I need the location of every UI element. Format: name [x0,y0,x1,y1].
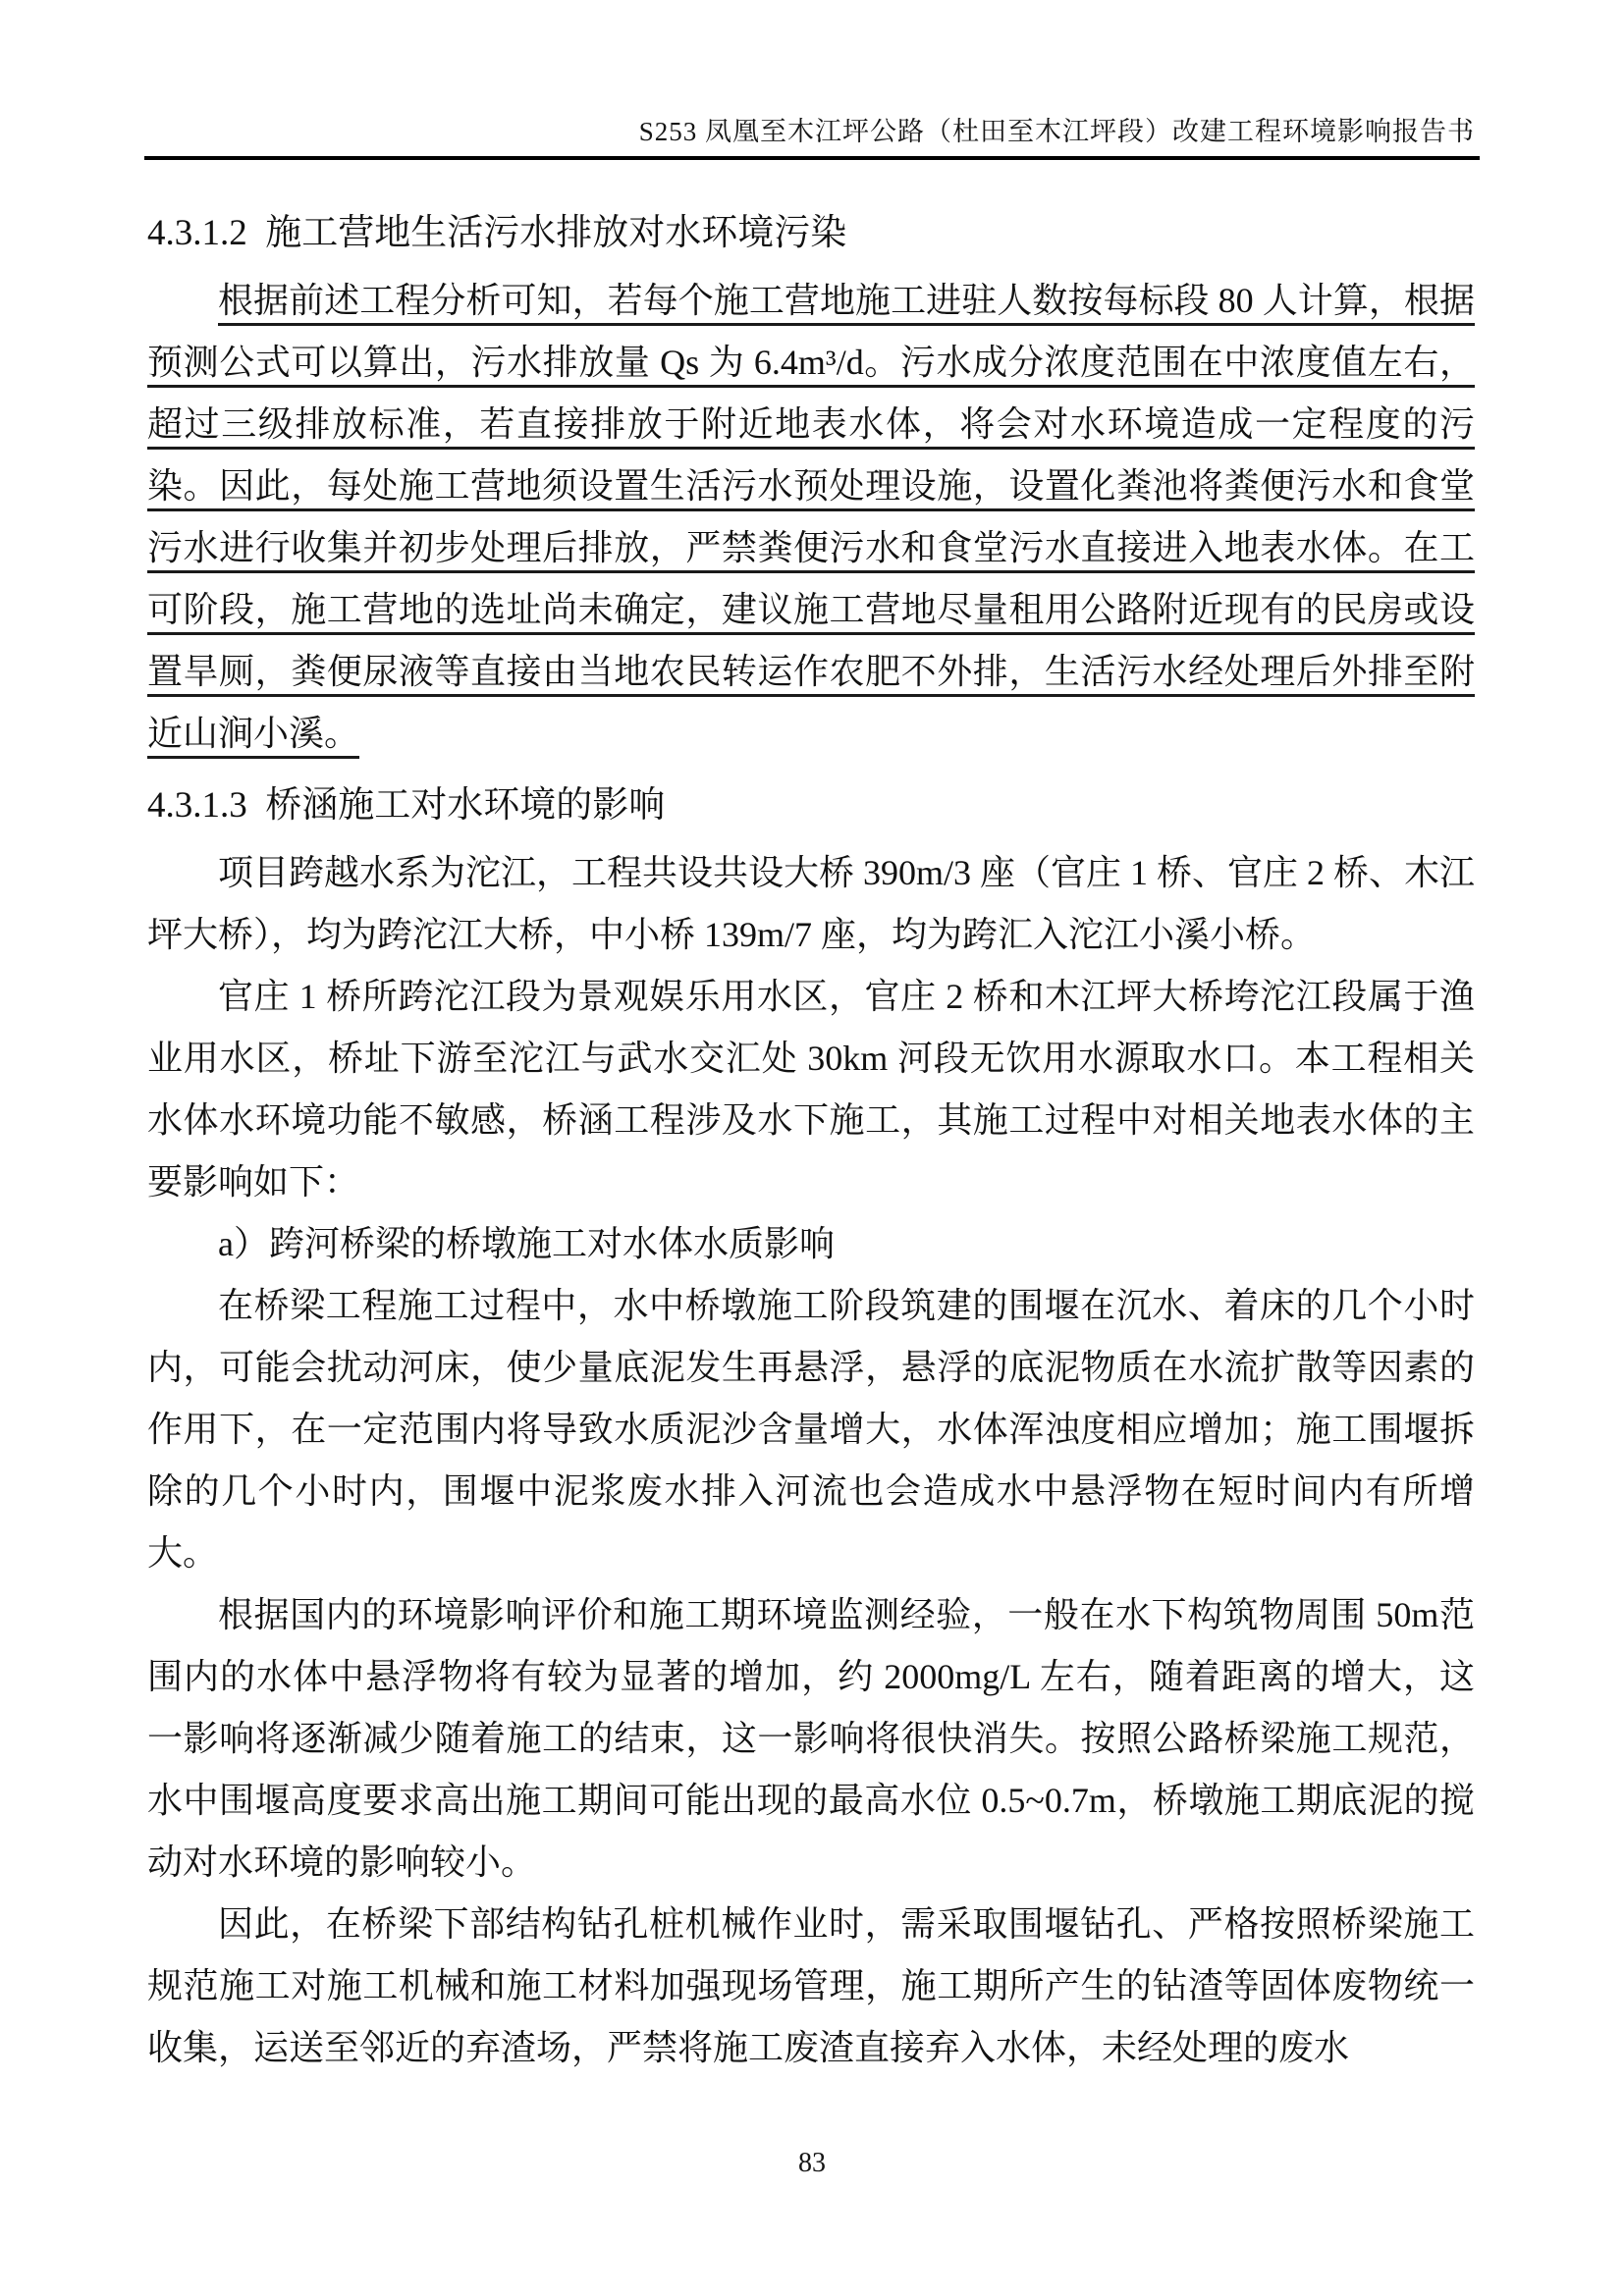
page-number: 83 [798,2148,826,2178]
paragraph-subheading-a: a）跨河桥梁的桥墩施工对水体水质影响 [218,1224,835,1263]
section-heading-4312: 4.3.1.2 施工营地生活污水排放对水环境污染 [147,213,847,253]
header-divider-line [144,156,1480,160]
section-heading-4313: 4.3.1.3 桥涵施工对水环境的影响 [147,785,666,826]
page-header-title: S253 凤凰至木江坪公路（杜田至木江坪段）改建工程环境影响报告书 [638,117,1475,146]
paragraph-cofferdam-impact: 在桥梁工程施工过程中，水中桥墩施工阶段筑建的围堰在沉水、着床的几个小时内，可能会扰动河床，使少量底泥发生再悬浮，悬浮的底泥物质在水流扩散等因素的作用下，在一定范围内将导致水质泥沙含量增大，水体浑浊度相应增加；施工围堰拆除的几个小时内，围堰中泥浆废水排入河流也会造成水中悬浮物在短时间内有所增大。 [147,1286,1475,1573]
paragraph-water-function-zones: 官庄 1 桥所跨沱江段为景观娱乐用水区，官庄 2 桥和木江坪大桥垮沱江段属于渔业用水区，桥址下游至沱江与武水交汇处 30km 河段无饮用水源取水口。本工程相关水体水环境功能不敏感，桥涵工程涉及水下施工，其施工过程中对相关地表水体的主要影响如下： [147,977,1475,1201]
paragraph-bridges-overview: 项目跨越水系为沱江，工程共设共设大桥 390m/3 座（官庄 1 桥、官庄 2 桥、木江坪大桥），均为跨沱江大桥，中小桥 139m/7 座，均为跨汇入沱江小溪小桥。 [147,853,1476,954]
document-body [147,192,1475,2079]
paragraph-monitoring-experience: 根据国内的环境影响评价和施工期环境监测经验，一般在水下构筑物周围 50m范围内的水体中悬浮物将有较为显著的增加，约 2000mg/L 左右，随着距离的增大，这一影响将逐渐减少随着施工的结束，这一影响将很快消失。按照公路桥梁施工规范，水中围堰高度要求高出施工期间可能出现的最高水位 0.5~0.7m，桥墩施工期底泥的搅动对水环境的影响较小。 [147,1595,1475,1882]
paragraph-drilling-management: 因此，在桥梁下部结构钻孔桩机械作业时，需采取围堰钻孔、严格按照桥梁施工规范施工对施工机械和施工材料加强现场管理，施工期所产生的钻渣等固体废物统一收集，运送至邻近的弃渣场，严禁将施工废渣直接弃入水体，未经处理的废水 [147,1904,1475,2067]
paragraph-sewage-discharge: 根据前述工程分析可知，若每个施工营地施工进驻人数按每标段 80 人计算，根据预测公式可以算出，污水排放量 Qs 为 6.4m³/d。污水成分浓度范围在中浓度值左右，超过三级排放标准，若直接排放于附近地表水体，将会对水环境造成一定程度的污染。因此，每处施工营地须设置生活污水预处理设施，设置化粪池将粪便污水和食堂污水进行收集并初步处理后排放，严禁粪便污水和食堂污水直接进入地表水体。在工可阶段，施工营地的选址尚未确定，建议施工营地尽量租用公路附近现有的民房或设置旱厕，粪便尿液等直接由当地农民转运作农肥不外排，生活污水经处理后外排至附近山涧小溪。 [147,281,1475,753]
